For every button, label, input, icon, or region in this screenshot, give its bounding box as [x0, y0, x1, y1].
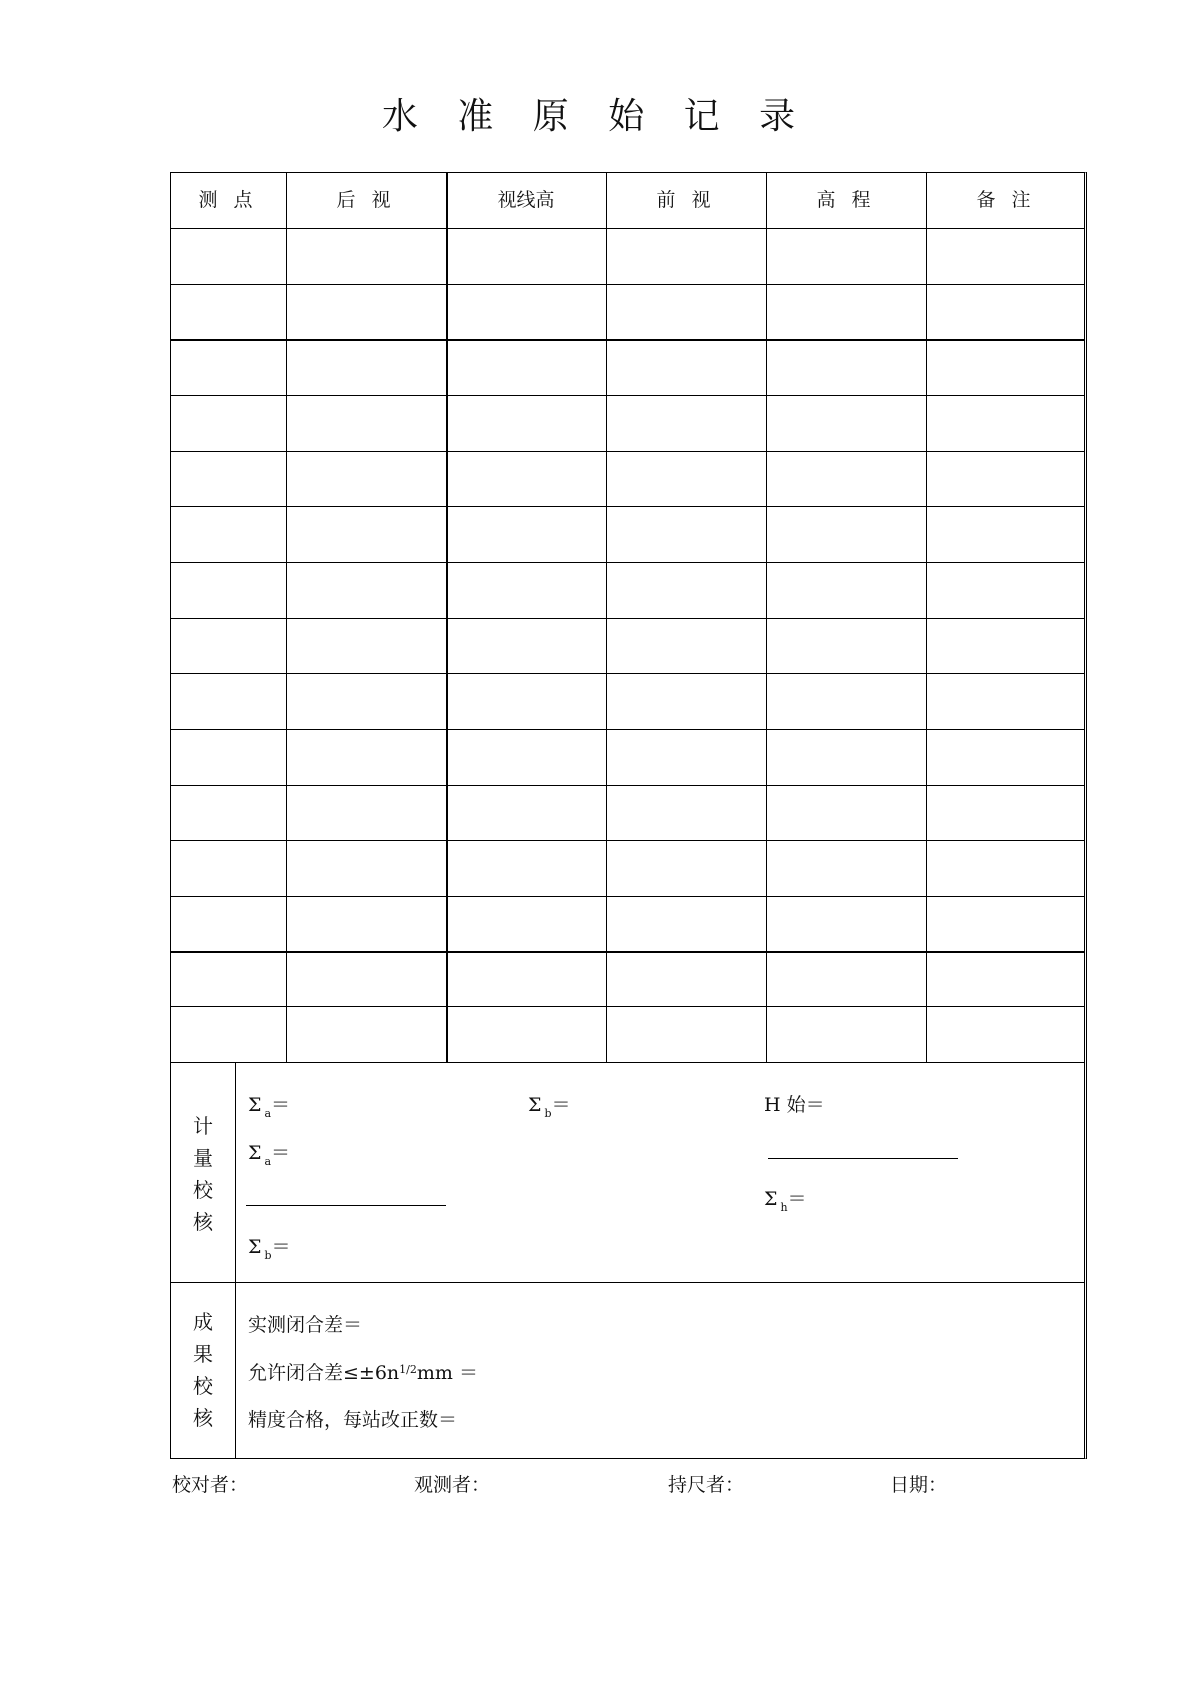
header-backsight: 后 视 — [336, 189, 396, 211]
underline-h-start — [768, 1158, 958, 1159]
header-foresight: 前 视 — [656, 189, 716, 211]
sum-a-line-2: Σ $_a$＝ — [248, 1142, 291, 1168]
footer-checker: 校对者： — [172, 1474, 249, 1496]
row-line — [170, 729, 1085, 730]
row-line — [170, 228, 1085, 229]
col-divider-2 — [446, 172, 448, 1062]
precision-ok-correction: 精度合格，每站改正数＝ — [248, 1409, 458, 1431]
footer-rod-holder: 持尺者： — [668, 1474, 745, 1496]
grid-bottom-line — [170, 1062, 1085, 1063]
h-start: H 始＝ — [764, 1094, 825, 1116]
row-line — [170, 562, 1085, 563]
sum-a-line-1: Σ $_a$＝ — [248, 1094, 291, 1120]
header-elevation: 高 程 — [816, 189, 876, 211]
footer-observer: 观测者： — [414, 1474, 491, 1496]
row-line — [170, 618, 1085, 619]
sum-h: Σ $_h$＝ — [764, 1188, 807, 1214]
header-remarks: 备 注 — [976, 189, 1036, 211]
header-station: 测 点 — [198, 189, 258, 211]
row-line — [170, 395, 1085, 396]
header-instrument-height: 视线高 — [497, 189, 555, 211]
sum-b-line-2: Σ $_b$＝ — [248, 1236, 291, 1262]
row-line — [170, 840, 1085, 841]
row-line — [170, 339, 1085, 341]
row-line — [170, 451, 1085, 452]
record-table-frame — [170, 172, 1087, 1459]
measured-closure-error: 实测闭合差＝ — [248, 1314, 363, 1336]
section-divider-line — [170, 1282, 1085, 1283]
row-line — [170, 951, 1085, 953]
sum-b-line-1: Σ $_b$＝ — [528, 1094, 571, 1120]
result-check-label: 成 果 校 核 — [193, 1310, 213, 1430]
col-divider-4 — [766, 172, 767, 1062]
row-line — [170, 284, 1085, 285]
row-line — [170, 896, 1085, 897]
row-line — [170, 506, 1085, 507]
metrology-check-label: 计 量 校 核 — [193, 1114, 213, 1234]
col-divider-1 — [286, 172, 287, 1062]
row-line — [170, 785, 1085, 786]
col-divider-5 — [926, 172, 927, 1062]
footer-date: 日期： — [890, 1474, 948, 1496]
underline-sum-a — [246, 1205, 446, 1206]
col-divider-3 — [606, 172, 607, 1062]
document-title: 水 准 原 始 记 录 — [381, 96, 810, 137]
allowed-closure-error: 允许闭合差$\le\pm 6n^{1/2}mm$ ＝ — [248, 1362, 478, 1384]
row-line — [170, 673, 1085, 674]
row-line — [170, 1006, 1085, 1007]
